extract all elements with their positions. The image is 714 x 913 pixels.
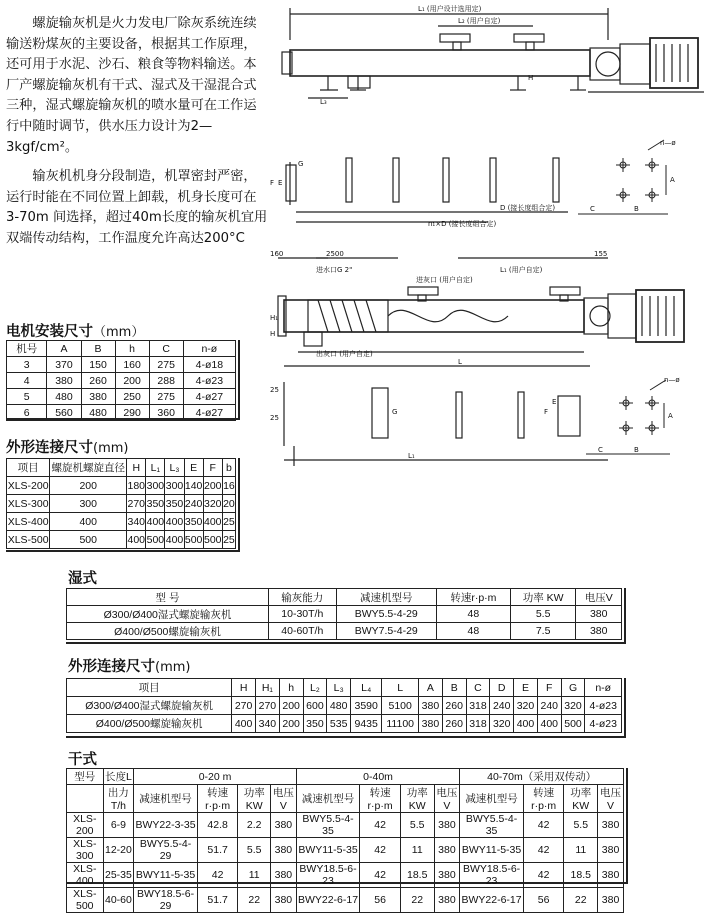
label-ash-outlet: 出灰口 (用户自定) [316, 350, 373, 358]
outline-table [6, 458, 236, 549]
table-cell: 400 [50, 513, 127, 531]
table-cell: 42 [360, 863, 401, 888]
table-cell: BWY11-5-35 [134, 863, 197, 888]
wet-table [66, 588, 622, 640]
table-cell: 48 [436, 606, 510, 623]
table-cell: BWY18.5-6-23 [296, 863, 359, 888]
table-cell: 380 [419, 697, 443, 715]
table-cell: 400 [165, 531, 184, 549]
table-row [7, 405, 236, 421]
wet-dim-table [66, 678, 622, 733]
table-cell: 380 [434, 863, 460, 888]
column-header: B [81, 341, 115, 357]
table-cell: 270 [232, 697, 256, 715]
table-cell: 500 [184, 531, 203, 549]
column-header: 机号 [7, 341, 47, 357]
label-l3: L₃ [320, 98, 327, 106]
table-cell: BWY22-6-17 [296, 888, 359, 913]
table-cell: 4-ø23 [585, 715, 622, 733]
column-header: 项目 [67, 679, 232, 697]
table-cell: 380 [434, 838, 460, 863]
column-header: h [115, 341, 149, 357]
length-group-header: 40-70m（采用双传动） [460, 769, 624, 785]
column-header: 输灰能力 [269, 589, 337, 606]
table-row [67, 697, 622, 715]
table-cell: 320 [203, 495, 222, 513]
motor-table-frame [6, 340, 240, 420]
label-low-g: G [392, 408, 398, 416]
wet-table-title: 湿式 [68, 571, 97, 587]
label-low-l1: L₁ [408, 452, 415, 460]
label-n-phi: n—ø [660, 139, 676, 147]
sub-column-header: 电压V [270, 785, 296, 813]
table-cell: 25-35 [103, 863, 134, 888]
table-cell: Ø300/Ø400湿式螺旋输灰机 [67, 697, 232, 715]
motor-table-title [6, 320, 144, 341]
table-cell: 270 [256, 697, 280, 715]
table-cell: 380 [434, 813, 460, 838]
sub-column-header: 转速r·p·m [360, 785, 401, 813]
table-cell: 318 [466, 697, 490, 715]
table-cell: 40-60T/h [269, 623, 337, 640]
table-cell: 560 [47, 405, 81, 421]
label-low-a: A [668, 412, 673, 420]
label-low-e: E [552, 398, 557, 406]
label-h: H [528, 74, 534, 82]
table-cell: 16 [222, 477, 235, 495]
table-cell: 320 [514, 697, 538, 715]
table-cell: 25 [222, 531, 235, 549]
table-cell: BWY7.5-4-29 [336, 623, 436, 640]
table-cell: 180 [127, 477, 146, 495]
outline-table-unit: (mm) [93, 441, 129, 456]
table-cell: 270 [127, 495, 146, 513]
column-header: G [561, 679, 585, 697]
table-cell: 4-ø18 [183, 357, 235, 373]
table-cell: 380 [270, 888, 296, 913]
table-cell: BWY5.5-4-35 [296, 813, 359, 838]
sub-column-header: 减速机型号 [134, 785, 197, 813]
table-cell: 480 [81, 405, 115, 421]
label-155: 155 [594, 250, 608, 258]
intro-paragraph-1: 螺旋输灰机是火力发电厂除灰系统连续输送粉煤灰的主要设备，根据其工作原理，还可用于水泥、沙石、粮食等物料输送。本厂产螺旋输灰机有干式、湿式及干湿混合式三种，湿式螺旋输灰机的喷水量可在工作运行中随时调节，供水压力设计为2—3kgf/cm²。 [6, 16, 257, 155]
table-cell: 48 [436, 623, 510, 640]
sub-header-row [67, 785, 624, 813]
corner-output-label: 出力T/h [103, 785, 134, 813]
group-header-row [67, 769, 624, 785]
table-cell: 42 [197, 863, 238, 888]
table-cell: 200 [279, 697, 303, 715]
sub-column-header: 减速机型号 [296, 785, 359, 813]
header-row [7, 341, 236, 357]
column-header: A [47, 341, 81, 357]
table-cell: 22 [564, 888, 598, 913]
label-h1: H₁ [270, 314, 279, 322]
table-cell: 200 [203, 477, 222, 495]
table-cell: 20 [222, 495, 235, 513]
table-cell: XLS-400 [7, 513, 50, 531]
conveyor-drawings [268, 0, 714, 470]
table-row [67, 606, 622, 623]
table-row [67, 813, 624, 838]
table-cell: 260 [442, 697, 466, 715]
column-header: b [222, 459, 235, 477]
table-cell: XLS-500 [67, 888, 104, 913]
table-cell: 150 [81, 357, 115, 373]
table-cell: 370 [47, 357, 81, 373]
table-cell: 400 [203, 513, 222, 531]
label-25-b: 25 [270, 414, 279, 422]
label-l2: L₂ (用户自定) [458, 17, 501, 25]
label-low-n-phi: n—ø [664, 376, 680, 384]
table-cell: 500 [146, 531, 165, 549]
column-header: 转速r·p·m [436, 589, 510, 606]
table-cell: 56 [523, 888, 564, 913]
table-row [7, 531, 236, 549]
table-cell: 42 [523, 863, 564, 888]
dry-table [66, 768, 624, 913]
table-cell: 18.5 [564, 863, 598, 888]
label-2500: 2500 [326, 250, 344, 258]
table-cell: 240 [537, 697, 561, 715]
table-cell: 40-60 [103, 888, 134, 913]
dry-table-title: 干式 [68, 752, 97, 768]
table-cell: 600 [303, 697, 327, 715]
table-cell: 5.5 [238, 838, 271, 863]
sub-column-header: 电压V [434, 785, 460, 813]
column-header: L [382, 679, 419, 697]
table-cell: Ø300/Ø400湿式螺旋输灰机 [67, 606, 269, 623]
label-wet-l1: L₁ (用户自定) [500, 266, 543, 274]
table-cell: 11 [400, 838, 434, 863]
column-header: 功率 KW [510, 589, 576, 606]
intro-paragraph-2: 输灰机机身分段制造，机罩密封严密， 运行时能在不同位置上卸载，机身长度可在3-70m 间选择，超过40m长度的输灰机宜用双端传动结构，工作温度允许高达200°C [6, 169, 268, 246]
column-header: C [149, 341, 183, 357]
table-cell: 140 [184, 477, 203, 495]
table-cell: 51.7 [197, 838, 238, 863]
sub-column-header: 转速r·p·m [523, 785, 564, 813]
column-header: F [203, 459, 222, 477]
table-cell: 275 [149, 357, 183, 373]
header-row [67, 589, 622, 606]
table-cell: 288 [149, 373, 183, 389]
label-f: F [270, 179, 275, 187]
table-cell: XLS-200 [7, 477, 50, 495]
table-cell: 3 [7, 357, 47, 373]
table-cell: 5 [7, 389, 47, 405]
table-cell: 5100 [382, 697, 419, 715]
table-row [67, 623, 622, 640]
wet-dim-title-text: 外形连接尺寸 [68, 659, 155, 675]
table-cell: 22 [238, 888, 271, 913]
table-cell: 7.5 [510, 623, 576, 640]
table-cell: 400 [514, 715, 538, 733]
table-cell: 6 [7, 405, 47, 421]
header-row [67, 679, 622, 697]
column-header: L₂ [303, 679, 327, 697]
table-row [7, 389, 236, 405]
table-cell: 340 [256, 715, 280, 733]
table-cell: 4-ø23 [585, 697, 622, 715]
table-cell: 56 [360, 888, 401, 913]
column-header: n-ø [585, 679, 622, 697]
table-cell: 380 [270, 838, 296, 863]
wet-dim-frame [66, 678, 626, 738]
table-cell: BWY5.5-4-35 [460, 813, 523, 838]
table-cell: 4-ø27 [183, 405, 235, 421]
corner-length-label: 长度L [103, 769, 134, 785]
intro-text [6, 14, 268, 259]
label-c: C [590, 205, 595, 213]
table-cell: 275 [149, 389, 183, 405]
label-d: D (接长度组合定) [500, 204, 556, 212]
table-row [7, 373, 236, 389]
table-cell: 400 [127, 531, 146, 549]
table-cell: 25 [222, 513, 235, 531]
column-header: E [514, 679, 538, 697]
label-25-a: 25 [270, 386, 279, 394]
label-nd: n₁×D (接长度组合定) [428, 220, 497, 228]
table-cell: 250 [115, 389, 149, 405]
dry-table-frame [66, 768, 628, 912]
column-header: A [419, 679, 443, 697]
sub-column-header: 功率KW [400, 785, 434, 813]
label-low-f: F [544, 408, 549, 416]
length-group-header: 0-20 m [134, 769, 296, 785]
table-cell: BWY18.5-6-23 [460, 863, 523, 888]
table-row [67, 863, 624, 888]
outline-table-title-text: 外形连接尺寸 [6, 440, 93, 456]
table-cell: 200 [50, 477, 127, 495]
sub-column-header: 功率KW [238, 785, 271, 813]
table-cell: 380 [270, 813, 296, 838]
label-ash-inlet: 进灰口 (用户自定) [416, 276, 473, 284]
table-cell: 22 [400, 888, 434, 913]
table-cell: 380 [419, 715, 443, 733]
label-e: E [278, 179, 283, 187]
column-header: H [127, 459, 146, 477]
table-cell: 4 [7, 373, 47, 389]
table-cell: 4-ø23 [183, 373, 235, 389]
column-header: 项目 [7, 459, 50, 477]
column-header: L₄ [351, 679, 382, 697]
table-row [7, 357, 236, 373]
table-cell: BWY11-5-35 [460, 838, 523, 863]
label-g: G [298, 160, 304, 168]
column-header: L₃ [327, 679, 351, 697]
motor-table-title-text: 电机安装尺寸 [6, 324, 93, 340]
table-cell: 290 [115, 405, 149, 421]
table-cell: 42 [523, 838, 564, 863]
label-b: B [634, 205, 639, 213]
table-cell: BWY5.5-4-29 [134, 838, 197, 863]
table-cell: 11 [564, 838, 598, 863]
label-wet-h: H [270, 330, 276, 338]
table-cell: 5.5 [510, 606, 576, 623]
table-cell: 350 [184, 513, 203, 531]
table-cell: 380 [598, 888, 624, 913]
table-cell: XLS-400 [67, 863, 104, 888]
table-row [7, 513, 236, 531]
table-cell: 260 [442, 715, 466, 733]
table-cell: 500 [203, 531, 222, 549]
table-cell: 240 [490, 697, 514, 715]
table-cell: XLS-500 [7, 531, 50, 549]
column-header: H [232, 679, 256, 697]
label-low-c: C [598, 446, 603, 454]
table-row [67, 888, 624, 913]
column-header: 型 号 [67, 589, 269, 606]
table-cell: 318 [466, 715, 490, 733]
table-cell: 3590 [351, 697, 382, 715]
table-cell: 400 [537, 715, 561, 733]
table-cell: 380 [576, 623, 622, 640]
motor-table-unit: （mm） [93, 325, 145, 340]
column-header: C [466, 679, 490, 697]
column-header: E [184, 459, 203, 477]
column-header: L₃ [165, 459, 184, 477]
table-cell: 42 [523, 813, 564, 838]
table-cell: 380 [598, 863, 624, 888]
motor-table [6, 340, 236, 421]
table-cell: BWY22-3-35 [134, 813, 197, 838]
table-cell: 340 [127, 513, 146, 531]
table-cell: 5.5 [400, 813, 434, 838]
table-cell: 42 [360, 838, 401, 863]
table-cell: 360 [149, 405, 183, 421]
label-l: L [458, 358, 462, 366]
table-cell: 300 [146, 477, 165, 495]
column-header: D [490, 679, 514, 697]
sub-column-header: 减速机型号 [460, 785, 523, 813]
table-cell: 11100 [382, 715, 419, 733]
table-row [7, 477, 236, 495]
table-cell: 2.2 [238, 813, 271, 838]
table-cell: 320 [561, 697, 585, 715]
table-cell: 400 [232, 715, 256, 733]
table-cell: 535 [327, 715, 351, 733]
outline-table-frame [6, 458, 240, 552]
table-cell: Ø400/Ø500螺旋输灰机 [67, 623, 269, 640]
outline-table-title [6, 436, 128, 457]
table-cell: 10-30T/h [269, 606, 337, 623]
column-header: 电压V [576, 589, 622, 606]
table-cell: 380 [434, 888, 460, 913]
wet-dim-unit: (mm) [155, 660, 191, 675]
table-cell: 200 [115, 373, 149, 389]
wet-table-frame [66, 588, 626, 644]
table-cell: 380 [270, 863, 296, 888]
table-cell: 5.5 [564, 813, 598, 838]
table-cell: 300 [165, 477, 184, 495]
column-header: 减速机型号 [336, 589, 436, 606]
table-cell: 350 [165, 495, 184, 513]
table-cell: 480 [47, 389, 81, 405]
table-cell: XLS-300 [67, 838, 104, 863]
table-cell: 4-ø27 [183, 389, 235, 405]
column-header: L₁ [146, 459, 165, 477]
table-cell: 260 [81, 373, 115, 389]
table-cell: 240 [184, 495, 203, 513]
wet-dim-title [68, 655, 190, 676]
column-header: H₁ [256, 679, 280, 697]
table-cell: 6-9 [103, 813, 134, 838]
table-cell: BWY11-5-35 [296, 838, 359, 863]
table-cell: BWY22-6-17 [460, 888, 523, 913]
table-cell: XLS-200 [67, 813, 104, 838]
table-cell: 380 [598, 838, 624, 863]
table-row [67, 838, 624, 863]
table-cell: XLS-300 [7, 495, 50, 513]
column-header: n-ø [183, 341, 235, 357]
column-header: F [537, 679, 561, 697]
sub-column-header: 电压V [598, 785, 624, 813]
table-row [7, 495, 236, 513]
table-cell: 42.8 [197, 813, 238, 838]
table-cell: 12-20 [103, 838, 134, 863]
table-row [67, 715, 622, 733]
table-cell: 160 [115, 357, 149, 373]
label-low-b: B [634, 446, 639, 454]
length-group-header: 0-40m [296, 769, 460, 785]
table-cell: 42 [360, 813, 401, 838]
table-cell: 9435 [351, 715, 382, 733]
table-cell: BWY5.5-4-29 [336, 606, 436, 623]
table-cell: 200 [279, 715, 303, 733]
table-cell: 480 [327, 697, 351, 715]
label-160: 160 [270, 250, 284, 258]
table-cell: 500 [561, 715, 585, 733]
table-cell: 11 [238, 863, 271, 888]
table-cell: 300 [50, 495, 127, 513]
table-cell: 350 [303, 715, 327, 733]
table-cell: 380 [598, 813, 624, 838]
table-cell: BWY18.5-6-29 [134, 888, 197, 913]
table-cell: Ø400/Ø500螺旋输灰机 [67, 715, 232, 733]
table-cell: 380 [47, 373, 81, 389]
table-cell: 350 [146, 495, 165, 513]
corner-model-label: 型号 [67, 769, 104, 785]
table-cell: 18.5 [400, 863, 434, 888]
column-header: h [279, 679, 303, 697]
header-row [7, 459, 236, 477]
column-header: B [442, 679, 466, 697]
table-cell: 51.7 [197, 888, 238, 913]
label-l1: L₁ (用户设计选用定) [418, 5, 482, 13]
sub-column-header: 功率KW [564, 785, 598, 813]
table-cell: 500 [50, 531, 127, 549]
label-a: A [670, 176, 675, 184]
sub-column-header: 转速r·p·m [197, 785, 238, 813]
table-cell: 320 [490, 715, 514, 733]
label-water-inlet: 进水口G 2" [316, 266, 353, 274]
table-cell: 380 [576, 606, 622, 623]
table-cell: 400 [165, 513, 184, 531]
table-cell: 400 [146, 513, 165, 531]
column-header: 螺旋机螺旋直径 [50, 459, 127, 477]
table-cell: 380 [81, 389, 115, 405]
